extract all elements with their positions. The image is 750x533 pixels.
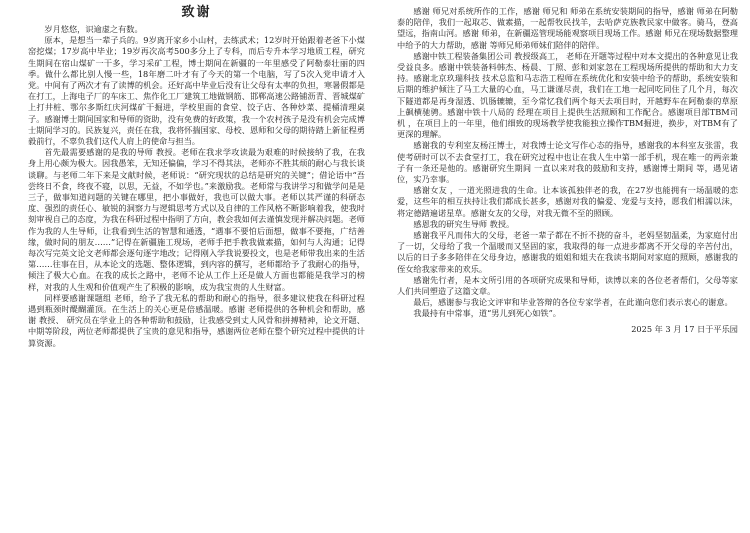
right-page — [375, 0, 750, 533]
paragraph: 我最持有中常事，道“男儿到死心如铁”。 — [413, 308, 561, 319]
paragraph: 感谢我的专利室友杨汪博士，对我博士论文写作心态的指导，感谢我的本科室友张雷，我使考研时可以不去食堂打工，我在研究过程中也让在我人生中第一部手机，现在唯一的两亲兼子有一条还是他的。感谢研究生期间 一直以来对我的鼓励和支持，感谢博士期间 等，遇见诸位，实乃幸事。 — [397, 140, 738, 185]
paragraph: 岁月悠悠，识逾虚之有数。 — [44, 24, 143, 34]
paragraph: 感恩我的研究生导师 教授。 — [413, 218, 515, 229]
paragraph: 感谢 师兄对系统所作的工作，感谢 师兄和 师弟在系统安装期间的指导，感谢 师弟在阿勒泰的陪伴，我们一起取芯、做素描，一起帮牧民找羊，去哈萨克族教民家中做客。骑马，登高望远，指南山河。感谢 师弟，在新疆巡管现场能观察项目现场工作。感谢 师兄在现场数据整理中给予的大力帮助，感谢 等师兄师弟师妹们陪伴的陪伴。 — [397, 6, 738, 50]
paragraph: 感谢先行者，是本文所引用的各项研究成果和导师，读博以来的各位老者帮们，父母等家人们共同塑造了这篇文章。 — [397, 274, 738, 297]
paragraph: 首先最需要感谢的是我的导师 教授。老师在我求学攻读最为艰难的时候接纳了我，在我身上用心颇为极大。因我愚笨，无知还偏偏，学习不得其法，老师亦不胜其烦的耐心与我长谈谈聊。与老师二年下来是文献时候，老师说：“研究现状的总结是研究的关键”；借论语中“吾尝终日不食，终夜不寝，以思，无益，不如学也。”来激励我。老师常与我讲学习和做学问是是三子，做事知道问题的关键在哪里，把小事做好，我也可以做大事。老师以其严谨的科研态度、强烈的责任心、敏锐的洞察力与逻辑思考方式以及自律的工作风格不断影响着我，使我时刻审视自己的态度，为我在科研过程中指明了方向，教会我如何去谨慎发现并解决问题。老师作为我的人生导师，让我看到生活的智慧和通透，“遇事不要怕后面想，做事不要拖，广结善缘，做时间的朋友……”记得在新疆施工现场，老师手把手教我做素描，如何与人沟通；记得每次写完英文论文老师都会逐句逐字地改；记得刚入学我说要投文，也是老师带我出来的生活第……往事在目，从本论文的选题、整体逻辑，到内容的撰写，老师都给予了我耐心的指导，倾注了极大心血。在我的成长之路中，老师不论从工作上还是做人方面也都能是我学习的榜样，对我的人生观和价值观产生了积极的影响，成为我宝贵的人生财富。 — [28, 147, 365, 292]
paragraph: 最后，感谢参与我论文评审和毕业答辩的各位专家学者，在此谨向您们表示衷心的谢意。 — [413, 297, 733, 308]
paragraph: 感谢女友 ，一道光照进我的生命。让本该孤独伴老的我，在27岁也能拥有一场温暖的恋爱，这些年的相互扶持让我们都成长甚多，感谢对我的偏爱、宠爱与支持，愿我们相濡以沫，将定德踏遍诺星草。感谢女友的父母，对我无微不至的照顾。 — [397, 185, 738, 218]
paragraph: 同样要感谢课题组 老师，给予了我无私的帮助和耐心的指导，很多建议使我在科研过程遇到瓶颈时醍醐灌顶。在生活上的关心更是倍感温暖。感谢 老师提供的各种机会和帮助，感谢 教授、 研究员在学业上的各种帮助和鼓励，让我感受到丈人风骨和拼搏精神，论文开题、中期等阶段，两位老师都提供了宝贵的意见和指导，感谢两位老师在整个研究过程中提供的计算资源。 — [28, 292, 365, 348]
paragraph: 感谢中铁工程装备集团公司 教授级高工， 老师在开题等过程中对本文提出的各种意见让我受益良多。感谢中铁装备料韩杰、杨晨、丁照、彭和刘家忽在工程现场所提供的帮助和大力支持。感谢北京玖瑞科技 技术总监和马志浩工程师在系统优化和安装中给予的帮助，系统安装和后期的维护倾注了马工大量的心血，马工谦谨尽责，我们在工地一起同吃同住了几个月，每次下隧道都是再身湿透、饥肠辘辘，至今常忆我们两个每天去项目时，开越野车在阿勒泰的草原上飙横驰骋。感谢中铁十八局的 经理在项目上提供生活照顾和工作配合。感谢项目部TBM司机 ，在项目上的一年里，他们细致的现场教学使我能独立操作TBM掘进，换步，对TBM有了更深的理解。 — [397, 50, 738, 140]
paragraph: 原本，是想当一辈子兵的。9岁离开家乡小山村，去练武术；12岁时开始跟着老爸下小煤窑挖煤；17岁高中毕业；19岁再次高考500多分上了专科，而后专升本学习地质工程，研究生期间在宿山煤矿一干多，学习采矿工程，博士期间在新疆的一年里感受了阿勒泰壮丽的四季。做什么都比别人慢一些，18年磨二叶才有了今天的第一个电脑，写了5次入党申请才入党。中间有了两次才有了读博的机会。还好高中毕业后没有让父母有太率的负担，寒暑假都是在打工，上海电子厂的车床工、焦作化工厂建筑工地做钢筋、邯郸高速公路铺沥青、晋城煤矿上打井桩、鄂尔多斯红庆河煤矿干掘进，学校里面的食堂、饺子店、各种炒菜、提桶清理桌子。感谢博士期间国家和导师的资助，没有免费的好政策，我一个农村孩子是没有机会完成博士期间学习的。民族复兴，责任在我，我将怀揣国家、母校、恩师和父母的期待踏上新征程勇毅前行，不辜负我们这代人肩上的使命与担当。 — [28, 35, 365, 147]
paragraph: 感谢我平凡而伟大的父母，老爸一辈子都在不折不挠的奋斗，老妈坚韧温柔，为家庭付出了一切，父母给了我一个温暖而又坚固的家，我取得的每一点进步都离不开父母的辛苦付出，以后的日子多多陪伴在父母身边，感谢我的姐姐和姐夫在我读书期间对家庭的照顾，感谢我的侄女给我家带来的欢乐。 — [397, 230, 738, 274]
signature-date: 2025 年 3 月 17 日于平乐园 — [631, 323, 738, 334]
page-title: 致谢 — [181, 5, 212, 20]
